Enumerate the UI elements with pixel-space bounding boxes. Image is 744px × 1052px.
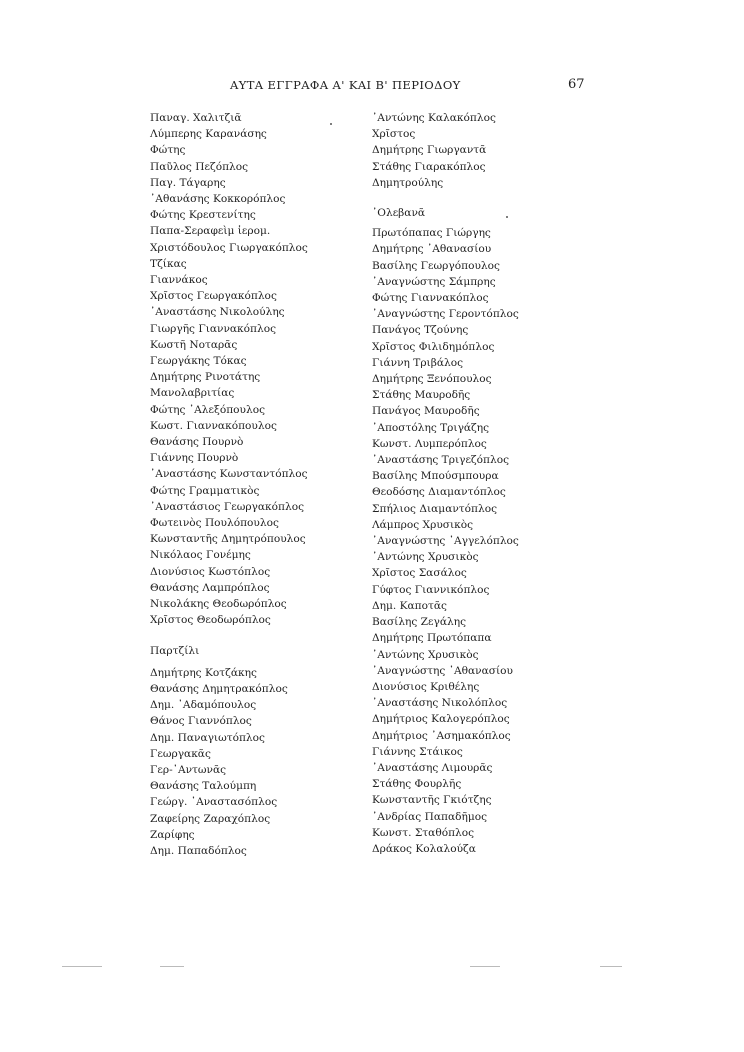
name-entry: Δημ. Παναγιωτόπλος	[150, 731, 265, 744]
name-entry: Φώτης ᾿Αλεξόπουλος	[150, 403, 266, 416]
name-entry: Πρωτόπαπας Γιώργης	[372, 227, 491, 240]
name-entry: Θανάσης Ταλούμπη	[150, 780, 257, 793]
name-entry: ᾿Αθανάσης Κοκκορόπλος	[150, 193, 286, 206]
name-entry: Φώτης Κρεστενίτης	[150, 209, 256, 222]
scan-artifact-line	[470, 966, 500, 967]
name-entry: Μανολαβριτίας	[150, 387, 235, 400]
name-entry: Σπήλιος Διαμαντόπλος	[372, 502, 498, 515]
name-entry: Θεοδόσης Διαμαντόπλος	[372, 486, 506, 499]
name-entry: Δημήτριος ᾿Ασημακόπλος	[372, 729, 511, 742]
name-entry: Κωνσταντῆς Γκιότζης	[372, 794, 492, 807]
name-entry: Γερ-᾿Αντωνᾶς	[150, 763, 227, 776]
name-entry: Γιάννης Πουρνὸ	[150, 452, 239, 465]
name-entry: Κωνστ. Λυμπερόπλος	[372, 437, 487, 450]
name-entry: Κωστ. Γιαννακόπουλος	[150, 419, 277, 432]
name-entry: ᾿Αντώνης Χρυσικὸς	[372, 648, 479, 661]
name-entry: Νικολάκης Θεοδωρόπλος	[150, 598, 287, 611]
name-entry: Φώτης Γιαννακόπλος	[372, 292, 489, 305]
name-entry: Γιωργῆς Γιαννακόπλος	[150, 322, 277, 335]
name-entry: Γιαννάκος	[150, 274, 208, 287]
right-name-list-2	[372, 225, 592, 857]
name-entry: Διονύσιος Κωστόπλος	[150, 565, 271, 578]
name-entry: Θάνος Γιαννόπλος	[150, 715, 252, 728]
name-entry: Χρῖστος Θεοδωρόπλος	[150, 614, 271, 627]
name-entry: Θανάσης Πουρνὸ	[150, 436, 244, 449]
name-entry: Γεώργ. ᾿Αναστασόπλος	[150, 796, 278, 809]
name-entry: Κωνσταντῆς Δημητρόπουλος	[150, 533, 306, 546]
scan-artifact-line	[62, 966, 102, 967]
name-entry: Παναγ. Χαλιτζιᾶ	[150, 112, 242, 124]
name-entry: Ζαφείρης Ζαραχόπλος	[150, 812, 271, 825]
name-entry: Στάθης Φουρλῆς	[372, 778, 462, 791]
page-number: 67	[568, 77, 585, 92]
section-title-partzili: Παρτζίλι	[150, 644, 200, 657]
name-entry: Βασίλης Μπούσμπουρα	[372, 470, 499, 483]
name-entry: Ζαρίφης	[150, 828, 195, 841]
name-entry: Δημήτρης Κοτζάκης	[150, 666, 257, 679]
name-entry: Δημήτρης Γιωργαντᾶ	[372, 144, 487, 157]
left-name-list-1	[150, 110, 370, 629]
name-entry: Τζίκας	[150, 257, 187, 270]
name-entry: Δράκος Κολαλούζα	[372, 842, 476, 855]
scan-artifact-line	[160, 966, 184, 967]
speck-mark	[330, 123, 332, 125]
name-entry: ᾿Αναγνώστης ᾿Αθανασίου	[372, 664, 513, 677]
name-entry: ᾿Αποστόλης Τριγάζης	[372, 421, 490, 434]
name-entry: ᾿Αναστάσης Τριγεζόπλος	[372, 454, 510, 467]
name-entry: Στάθης Γιαρακόπλος	[372, 160, 486, 173]
speck-mark	[506, 216, 508, 218]
name-entry: Διονύσιος Κριθέλης	[372, 680, 480, 693]
name-entry: Δημήτρης Ξενόπουλος	[372, 373, 492, 386]
name-entry: Παπα-Σεραφεὶμ ἱερομ.	[150, 225, 271, 238]
name-entry: Παῦλος Πεζόπλος	[150, 160, 249, 173]
name-entry: Δημήτρης Ρινοτάτης	[150, 371, 261, 384]
name-entry: Παγ. Τάγαρης	[150, 176, 226, 189]
left-name-list-2	[150, 665, 370, 859]
name-entry: Κωνστ. Σταθόπλος	[372, 826, 475, 839]
name-entry: ᾿Αντώνης Καλακόπλος	[372, 112, 496, 124]
name-entry: ᾿Αναστάσιος Γεωργακόπλος	[150, 500, 305, 513]
right-name-column	[372, 110, 592, 857]
name-entry: ᾿Αναστάσης Νικολόπλος	[372, 697, 508, 710]
name-entry: Πανάγος Τζούνης	[372, 324, 469, 337]
name-entry: ᾿Αναστάσης Κωνσταντόπλος	[150, 468, 308, 481]
name-entry: ᾿Αντώνης Χρυσικὸς	[372, 551, 479, 564]
name-entry: Θανάσης Δημητρακόπλος	[150, 682, 288, 695]
name-entry: Γύφτος Γιαννικόπλος	[372, 583, 490, 596]
name-entry: ᾿Αναγνώστης Σάμπρης	[372, 275, 496, 288]
name-entry: ᾿Αναγνώστης Γεροντόπλος	[372, 308, 519, 321]
name-entry: Κωστῆ Νοταρᾶς	[150, 338, 238, 351]
name-entry: Στάθης Μαυροδῆς	[372, 389, 471, 402]
running-title: ΑΥΤΑ ΕΓΓΡΑΦΑ Α' ΚΑΙ Β' ΠΕΡΙΟΔΟΥ	[230, 78, 461, 92]
name-entry: Φωτεινὸς Πουλόπουλος	[150, 517, 279, 530]
name-entry: Βασίλης Γεωργόπουλος	[372, 259, 500, 272]
name-entry: Πανάγος Μαυροδῆς	[372, 405, 480, 418]
name-entry: Δημήτρης ᾿Αθανασίου	[372, 243, 492, 256]
name-entry: Δημήτρης Πρωτόπαπα	[372, 632, 492, 645]
name-entry: Θανάσης Λαμπρόπλος	[150, 581, 270, 594]
name-entry: Φώτης	[150, 144, 186, 157]
name-entry: Λάμπρος Χρυσικὸς	[372, 518, 474, 531]
section-title-olevana: ᾿Ολεβανᾶ	[372, 207, 426, 220]
name-entry: ᾿Αναστάσης Νικολούλης	[150, 306, 285, 319]
name-entry: Δημητρούλης	[372, 176, 444, 189]
scan-artifact-line	[600, 966, 622, 967]
name-entry: ᾿Αναστάσης Λιμουρᾶς	[372, 761, 493, 774]
name-entry: Χρῖστος Γεωργακόπλος	[150, 290, 277, 303]
name-entry: Δημ. Καποτᾶς	[372, 599, 447, 612]
name-entry: Γεωργάκης Τόκας	[150, 355, 247, 368]
name-entry: Χρῖστος Σασάλος	[372, 567, 467, 580]
name-entry: Γιάννης Στάικος	[372, 745, 463, 758]
name-entry: Δημ. ᾿Αδαμόπουλος	[150, 699, 257, 712]
left-name-column	[150, 110, 370, 859]
name-entry: Νικόλαος Γονέμης	[150, 549, 251, 562]
name-entry: Δημήτριος Καλογερόπλος	[372, 713, 510, 726]
name-entry: Γιάννη Τριβάλος	[372, 356, 464, 369]
name-entry: Χρῖστος	[372, 128, 416, 141]
name-entry: ᾿Ανδρίας Παπαδῆμος	[372, 810, 488, 823]
name-entry: Χριστόδουλος Γιωργακόπλος	[150, 241, 308, 254]
name-entry: Γεωργακᾶς	[150, 747, 211, 760]
name-entry: Δημ. Παπαδόπλος	[150, 844, 247, 857]
name-entry: Φώτης Γραμματικὸς	[150, 484, 260, 497]
name-entry: ᾿Αναγνώστης ᾿Αγγελόπλος	[372, 535, 519, 548]
name-entry: Χρῖστος Φιλιδημόπλος	[372, 340, 495, 353]
right-name-list-1	[372, 110, 592, 191]
name-entry: Λύμπερης Καρανάσης	[150, 128, 267, 141]
name-entry: Βασίλης Ζεγάλης	[372, 616, 467, 629]
